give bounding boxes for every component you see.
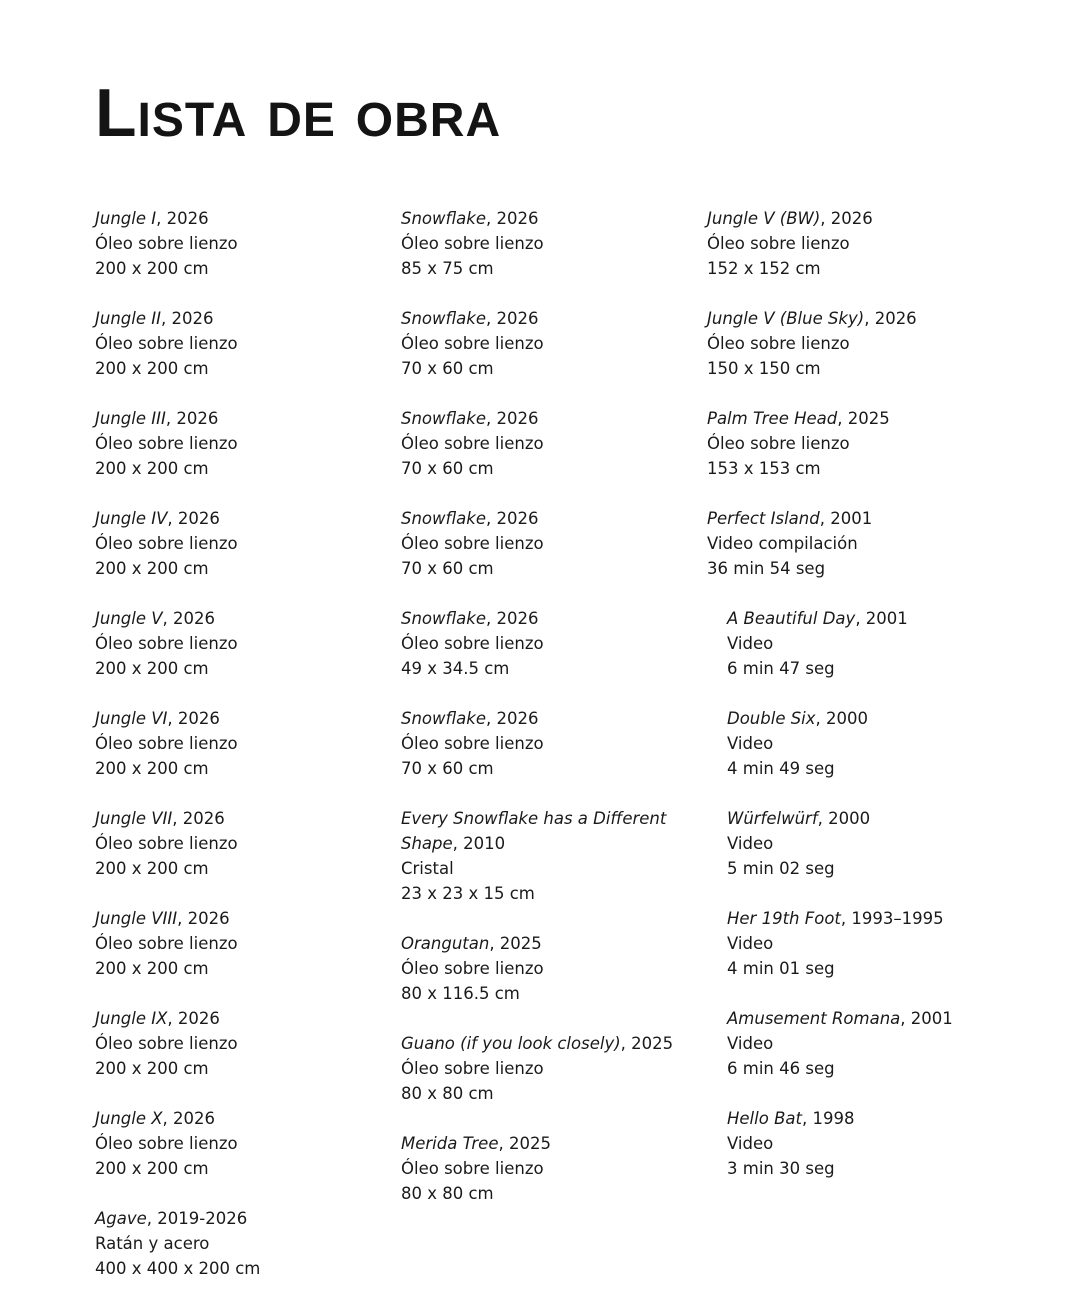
work-medium: Video	[727, 1034, 774, 1053]
work-medium: Óleo sobre lienzo	[401, 1059, 544, 1078]
work-title: Jungle V	[95, 609, 163, 628]
work-date: , 2026	[486, 609, 539, 628]
work-medium: Óleo sobre lienzo	[95, 1034, 238, 1053]
work-dimensions: 80 x 116.5 cm	[401, 984, 520, 1003]
work-date: , 1993–1995	[840, 909, 944, 928]
work-dimensions: 200 x 200 cm	[95, 259, 209, 278]
work-entry	[727, 1006, 1007, 1081]
work-entry	[401, 306, 701, 381]
work-dimensions: 36 min 54 seg	[707, 559, 826, 578]
work-title: Jungle V (Blue Sky)	[707, 309, 865, 328]
work-medium: Óleo sobre lienzo	[95, 734, 238, 753]
work-title: Jungle VIII	[95, 909, 178, 928]
work-title: Jungle X	[95, 1109, 163, 1128]
work-date: , 2001	[900, 1009, 953, 1028]
work-title-line	[727, 1106, 1007, 1131]
work-title: Snowflake	[401, 409, 486, 428]
work-date: , 2026	[162, 609, 216, 628]
work-title: Double Six	[727, 709, 816, 728]
work-dimensions: 152 x 152 cm	[707, 259, 821, 278]
work-date: , 2026	[486, 509, 539, 528]
work-title: Jungle II	[95, 309, 161, 328]
work-title: Hello Bat	[727, 1109, 802, 1128]
work-entry	[95, 1006, 395, 1081]
work-title-line	[95, 306, 395, 331]
work-date: , 2026	[486, 709, 539, 728]
work-entry	[95, 1106, 395, 1181]
work-title-line	[401, 1131, 701, 1156]
work-title-line	[401, 406, 701, 431]
work-title-line	[95, 406, 395, 431]
work-title: Perfect Island	[707, 509, 820, 528]
work-dimensions: 150 x 150 cm	[707, 359, 821, 378]
work-dimensions: 4 min 49 seg	[727, 759, 835, 778]
work-medium: Óleo sobre lienzo	[401, 534, 544, 553]
work-title-line	[727, 706, 1007, 731]
work-entry	[401, 406, 701, 481]
work-title-line	[95, 706, 395, 731]
work-entry	[95, 206, 395, 281]
work-entry	[727, 606, 1007, 681]
work-date: , 2026	[864, 309, 917, 328]
work-dimensions: 6 min 47 seg	[727, 659, 835, 678]
work-title: Würfelwürf	[727, 809, 818, 828]
work-title-line	[401, 306, 701, 331]
work-entry	[95, 306, 395, 381]
work-title: Jungle IX	[95, 1009, 168, 1028]
work-dimensions: 153 x 153 cm	[707, 459, 821, 478]
work-dimensions: 3 min 30 seg	[727, 1159, 835, 1178]
work-title-line	[707, 306, 1007, 331]
work-title-line	[401, 506, 701, 531]
work-date: , 2026	[167, 709, 220, 728]
work-medium: Óleo sobre lienzo	[95, 634, 238, 653]
work-dimensions: 70 x 60 cm	[401, 759, 494, 778]
work-dimensions: 5 min 02 seg	[727, 859, 835, 878]
work-title-line	[95, 806, 395, 831]
work-title-line	[95, 1206, 395, 1231]
work-date: , 2026	[167, 1009, 220, 1028]
work-entry	[401, 206, 701, 281]
work-entry	[95, 606, 395, 681]
work-date: , 2000	[817, 809, 871, 828]
work-entry	[401, 506, 701, 581]
work-title-line	[727, 806, 1007, 831]
work-medium: Óleo sobre lienzo	[707, 234, 850, 253]
work-title: Jungle IV	[95, 509, 168, 528]
work-medium: Óleo sobre lienzo	[401, 234, 544, 253]
work-dimensions: 70 x 60 cm	[401, 359, 494, 378]
work-title: Snowflake	[401, 209, 486, 228]
work-date: , 2010	[452, 834, 506, 853]
work-medium: Óleo sobre lienzo	[95, 434, 238, 453]
work-title: Snowflake	[401, 309, 486, 328]
work-medium: Video	[727, 734, 774, 753]
work-entry	[727, 706, 1007, 781]
work-date: , 2025	[620, 1034, 674, 1053]
work-title: Snowflake	[401, 509, 486, 528]
work-medium: Ratán y acero	[95, 1234, 210, 1253]
work-title-line	[401, 206, 701, 231]
work-title: Jungle I	[95, 209, 157, 228]
work-medium: Video	[727, 634, 774, 653]
work-dimensions: 80 x 80 cm	[401, 1184, 494, 1203]
work-medium: Óleo sobre lienzo	[401, 1159, 544, 1178]
work-title: Every Snowflake has a Different Shape	[401, 809, 667, 853]
work-entry	[95, 906, 395, 981]
work-date: , 2026	[156, 209, 209, 228]
work-medium: Óleo sobre lienzo	[95, 234, 238, 253]
work-dimensions: 80 x 80 cm	[401, 1084, 494, 1103]
work-entry	[401, 1031, 701, 1106]
work-title: Orangutan	[401, 934, 490, 953]
work-title: Guano (if you look closely)	[401, 1034, 621, 1053]
work-dimensions: 200 x 200 cm	[95, 759, 209, 778]
work-date: , 2026	[177, 909, 230, 928]
work-dimensions: 85 x 75 cm	[401, 259, 494, 278]
work-medium: Óleo sobre lienzo	[401, 334, 544, 353]
work-dimensions: 70 x 60 cm	[401, 459, 494, 478]
work-entry	[707, 406, 1007, 481]
work-date: , 1998	[801, 1109, 855, 1128]
work-entry	[95, 1206, 395, 1281]
work-medium: Video compilación	[707, 534, 858, 553]
work-title: Snowflake	[401, 609, 486, 628]
work-date: , 2026	[167, 509, 220, 528]
work-date: , 2026	[486, 409, 539, 428]
work-title: Jungle III	[95, 409, 166, 428]
work-dimensions: 200 x 200 cm	[95, 659, 209, 678]
work-medium: Óleo sobre lienzo	[401, 734, 544, 753]
work-medium: Óleo sobre lienzo	[95, 1134, 238, 1153]
work-title-line	[707, 406, 1007, 431]
work-title-line	[95, 906, 395, 931]
work-title: Snowflake	[401, 709, 486, 728]
work-medium: Video	[727, 834, 774, 853]
work-title-line	[95, 606, 395, 631]
work-title: Merida Tree	[401, 1134, 499, 1153]
work-dimensions: 70 x 60 cm	[401, 559, 494, 578]
work-dimensions: 49 x 34.5 cm	[401, 659, 510, 678]
work-entry	[401, 1131, 701, 1206]
work-title: Jungle VII	[95, 809, 173, 828]
work-entry	[707, 206, 1007, 281]
work-date: , 2026	[486, 209, 539, 228]
work-date: , 2000	[815, 709, 869, 728]
work-title: A Beautiful Day	[727, 609, 856, 628]
work-entry	[95, 406, 395, 481]
work-title-line	[727, 606, 1007, 631]
work-medium: Video	[727, 1134, 774, 1153]
work-entry	[707, 306, 1007, 381]
work-title-line	[95, 1006, 395, 1031]
work-dimensions: 200 x 200 cm	[95, 959, 209, 978]
work-entry	[727, 1106, 1007, 1181]
work-medium: Óleo sobre lienzo	[95, 934, 238, 953]
work-date: , 2026	[162, 1109, 216, 1128]
work-title: Agave	[95, 1209, 147, 1228]
work-title-line	[401, 706, 701, 731]
work-title-line	[727, 906, 1007, 931]
work-date: , 2026	[820, 209, 873, 228]
work-title-line	[95, 1106, 395, 1131]
work-list-column-2	[401, 206, 701, 1231]
work-list-column-1	[95, 206, 395, 1306]
work-entry	[727, 906, 1007, 981]
work-medium: Óleo sobre lienzo	[95, 334, 238, 353]
work-title: Her 19th Foot	[727, 909, 841, 928]
work-medium: Óleo sobre lienzo	[707, 334, 850, 353]
work-date: , 2001	[819, 509, 873, 528]
work-entry	[401, 706, 701, 781]
work-title: Jungle VI	[95, 709, 168, 728]
work-dimensions: 200 x 200 cm	[95, 459, 209, 478]
work-dimensions: 200 x 200 cm	[95, 1159, 209, 1178]
work-dimensions: 200 x 200 cm	[95, 559, 209, 578]
work-title: Jungle V (BW)	[707, 209, 821, 228]
work-date: , 2001	[855, 609, 908, 628]
work-entry	[401, 931, 701, 1006]
work-entry	[401, 806, 701, 906]
work-medium: Cristal	[401, 859, 454, 878]
work-date: , 2025	[489, 934, 542, 953]
work-date: , 2019-2026	[146, 1209, 248, 1228]
work-medium: Óleo sobre lienzo	[95, 534, 238, 553]
work-date: , 2026	[165, 409, 219, 428]
work-title-line	[95, 206, 395, 231]
work-dimensions: 23 x 23 x 15 cm	[401, 884, 535, 903]
work-date: , 2026	[160, 309, 214, 328]
work-dimensions: 400 x 400 x 200 cm	[95, 1259, 261, 1278]
work-medium: Óleo sobre lienzo	[95, 834, 238, 853]
page-title: Lista de obra	[95, 75, 502, 151]
work-title-line	[401, 931, 701, 956]
work-medium: Óleo sobre lienzo	[401, 634, 544, 653]
work-entry	[95, 806, 395, 881]
work-entry	[727, 806, 1007, 881]
work-date: , 2026	[172, 809, 225, 828]
work-title: Palm Tree Head	[707, 409, 838, 428]
work-medium: Óleo sobre lienzo	[707, 434, 850, 453]
work-medium: Video	[727, 934, 774, 953]
work-dimensions: 200 x 200 cm	[95, 859, 209, 878]
work-list-column-3	[707, 206, 1007, 1206]
work-title-line	[95, 506, 395, 531]
work-medium: Óleo sobre lienzo	[401, 959, 544, 978]
work-date: , 2025	[498, 1134, 551, 1153]
work-title-line	[727, 1006, 1007, 1031]
work-entry	[707, 506, 1007, 581]
work-title-line	[401, 806, 701, 856]
work-title-line	[707, 506, 1007, 531]
work-dimensions: 200 x 200 cm	[95, 1059, 209, 1078]
work-dimensions: 6 min 46 seg	[727, 1059, 835, 1078]
work-entry	[95, 706, 395, 781]
work-title-line	[401, 1031, 701, 1056]
work-dimensions: 200 x 200 cm	[95, 359, 209, 378]
work-entry	[95, 506, 395, 581]
work-medium: Óleo sobre lienzo	[401, 434, 544, 453]
work-date: , 2026	[486, 309, 539, 328]
work-title-line	[401, 606, 701, 631]
work-title: Amusement Romana	[727, 1009, 901, 1028]
work-date: , 2025	[837, 409, 890, 428]
work-entry	[401, 606, 701, 681]
work-title-line	[707, 206, 1007, 231]
work-dimensions: 4 min 01 seg	[727, 959, 835, 978]
